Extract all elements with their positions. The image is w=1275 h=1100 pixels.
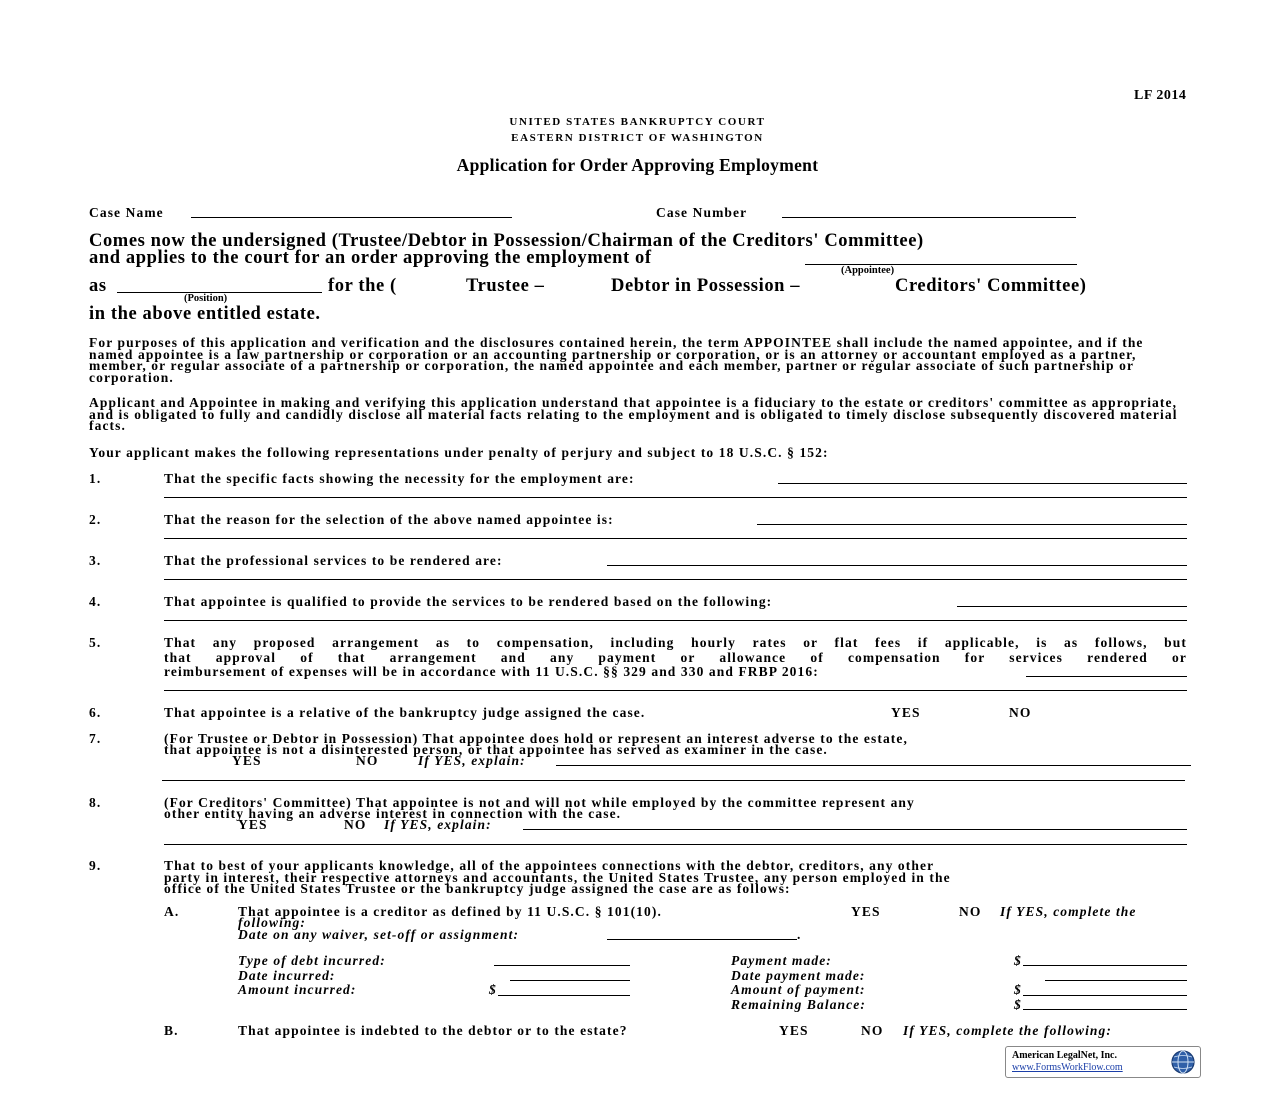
- item-8-number: 8.: [89, 795, 102, 810]
- page-title: Application for Order Approving Employment: [456, 155, 819, 175]
- american-legalnet-logo: [1005, 1046, 1201, 1078]
- item-4-text: That appointee is qualified to provide the services to be rendered based on the following:: [164, 594, 773, 609]
- case-number-label: Case Number: [656, 205, 748, 220]
- type-debt-field[interactable]: [494, 965, 630, 966]
- sub-a-period: .: [797, 927, 802, 942]
- case-number-field[interactable]: [782, 217, 1076, 218]
- sub-b-no[interactable]: NO: [861, 1023, 884, 1038]
- sub-b-text: That appointee is indebted to the debtor or to the estate?: [238, 1023, 628, 1038]
- item-4-field-2[interactable]: [164, 620, 1187, 621]
- item-6-number: 6.: [89, 705, 102, 720]
- item-1-number: 1.: [89, 471, 102, 486]
- item-5-field[interactable]: [1026, 676, 1187, 677]
- for-the-label: for the (: [328, 276, 397, 296]
- date-incurred-label: Date incurred:: [238, 968, 336, 983]
- footer-link[interactable]: www.FormsWorkFlow.com: [1012, 1062, 1123, 1073]
- item-1-field-2[interactable]: [164, 497, 1187, 498]
- item-7-no[interactable]: NO: [356, 753, 379, 768]
- intro-line-2: and applies to the court for an order approving the employment of: [89, 248, 652, 268]
- sub-a-text: That appointee is a creditor as defined by 11 U.S.C. § 101(10).: [238, 904, 662, 919]
- date-payment-field[interactable]: [1045, 980, 1187, 981]
- item-7-field[interactable]: [556, 765, 1191, 766]
- item-9-line-b: party in interest, their respective attorneys and accountants, the United States Trustee, any person employed in the: [164, 870, 951, 885]
- fiduciary-paragraph: Applicant and Appointee in making and verifying this application understand that appointee is a fiduciary to the estate or creditors' committee as appropriate, and is obligated to fully and candidly disclose all material facts relating to the employment and is obligated to timely disclose subsequently discovered material facts.: [89, 395, 1178, 433]
- sub-a-complete: If YES, complete the: [1000, 904, 1137, 919]
- intro-line-4: in the above entitled estate.: [89, 304, 321, 324]
- item-7-explain: If YES, explain:: [418, 753, 526, 768]
- case-name-field[interactable]: [191, 217, 512, 218]
- item-3-field-2[interactable]: [164, 579, 1187, 580]
- date-incurred-field[interactable]: [510, 980, 630, 981]
- remaining-balance-field[interactable]: [1023, 1009, 1187, 1010]
- amount-incurred-field[interactable]: [498, 995, 630, 996]
- item-8-no[interactable]: NO: [344, 817, 367, 832]
- representations-intro: Your applicant makes the following representations under penalty of perjury and subject to 18 U.S.C. § 152:: [89, 445, 829, 460]
- item-3-number: 3.: [89, 553, 102, 568]
- amount-payment-field[interactable]: [1023, 995, 1187, 996]
- item-6-no[interactable]: NO: [1009, 705, 1032, 720]
- intro-line-1: Comes now the undersigned (Trustee/Debtor in Possession/Chairman of the Creditors' Committee): [89, 231, 924, 251]
- sub-a-date-waiver-field[interactable]: [607, 939, 797, 940]
- item-4-field[interactable]: [957, 606, 1187, 607]
- form-id: LF 2014: [1134, 88, 1187, 103]
- item-8-line-b: other entity having an adverse interest in connection with the case.: [164, 806, 622, 821]
- amount-incurred-label: Amount incurred:: [238, 982, 357, 997]
- sub-a-date-waiver-label: Date on any waiver, set-off or assignment:: [238, 927, 520, 942]
- globe-icon: [1170, 1049, 1196, 1075]
- item-5-number: 5.: [89, 635, 102, 650]
- item-7-line-a: (For Trustee or Debtor in Possession) That appointee does hold or represent an interest adverse to the estate,: [164, 731, 908, 746]
- item-3-field[interactable]: [607, 565, 1187, 566]
- sub-b-yes[interactable]: YES: [779, 1023, 809, 1038]
- district-name: EASTERN DISTRICT OF WASHINGTON: [511, 132, 764, 144]
- definition-paragraph: For purposes of this application and verification and the disclosures contained herein, the term APPOINTEE shall include the named appointee, and if the named appointee is a law partnership or corporation or an accounting partnership or corporation, or is an attorney or accountant employed as a partner, member, or regular associate of a partnership or corporation, the named appointee and each member, partner or regular associate of such partnership or corporation.: [89, 335, 1144, 385]
- item-7-number: 7.: [89, 731, 102, 746]
- payment-made-label: Payment made:: [731, 953, 832, 968]
- as-label: as: [89, 276, 107, 296]
- payment-made-field[interactable]: [1023, 965, 1187, 966]
- item-6-yes[interactable]: YES: [891, 705, 921, 720]
- amount-payment-dollar: $: [1014, 982, 1022, 997]
- remaining-balance-dollar: $: [1014, 997, 1022, 1012]
- amount-payment-label: Amount of payment:: [731, 982, 866, 997]
- option-creditors-committee[interactable]: Creditors' Committee): [895, 276, 1087, 296]
- item-1-text: That the specific facts showing the necessity for the employment are:: [164, 471, 635, 486]
- item-6-text: That appointee is a relative of the bankruptcy judge assigned the case.: [164, 705, 646, 720]
- item-1-field[interactable]: [778, 483, 1187, 484]
- sub-a-no[interactable]: NO: [959, 904, 982, 919]
- item-8-field[interactable]: [523, 829, 1187, 830]
- item-3-text: That the professional services to be rendered are:: [164, 553, 503, 568]
- item-8-field-2[interactable]: [164, 844, 1187, 845]
- item-2-text: That the reason for the selection of the above named appointee is:: [164, 512, 614, 527]
- sub-b-complete: If YES, complete the following:: [903, 1023, 1112, 1038]
- remaining-balance-label: Remaining Balance:: [731, 997, 866, 1012]
- item-5-line-b: that approval of that arrangement and any payment or allowance of compensation for services rendered or: [164, 650, 1187, 665]
- item-9-number: 9.: [89, 858, 102, 873]
- item-5-line-a: That any proposed arrangement as to compensation, including hourly rates or flat fees if applicable, is as follows, but: [164, 635, 1187, 650]
- date-payment-label: Date payment made:: [731, 968, 866, 983]
- item-8-line-a: (For Creditors' Committee) That appointee is not and will not while employed by the committee represent any: [164, 795, 915, 810]
- item-8-yes[interactable]: YES: [238, 817, 268, 832]
- item-8-explain: If YES, explain:: [384, 817, 492, 832]
- case-name-label: Case Name: [89, 205, 164, 220]
- item-5-line-c: reimbursement of expenses will be in accordance with 11 U.S.C. §§ 329 and 330 and FRBP 2016:: [164, 664, 819, 679]
- option-trustee[interactable]: Trustee –: [466, 276, 545, 296]
- item-2-field-2[interactable]: [164, 538, 1187, 539]
- court-name: UNITED STATES BANKRUPTCY COURT: [509, 116, 766, 128]
- item-2-field[interactable]: [757, 524, 1187, 525]
- position-label: (Position): [184, 293, 228, 304]
- amount-incurred-dollar: $: [489, 982, 497, 997]
- item-7-yes[interactable]: YES: [232, 753, 262, 768]
- type-debt-label: Type of debt incurred:: [238, 953, 386, 968]
- item-2-number: 2.: [89, 512, 102, 527]
- item-9-line-a: That to best of your applicants knowledge, all of the appointees connections with the debtor, creditors, any other: [164, 858, 935, 873]
- item-7-field-2[interactable]: [162, 780, 1185, 781]
- payment-made-dollar: $: [1014, 953, 1022, 968]
- footer-company: American LegalNet, Inc.: [1012, 1050, 1117, 1061]
- item-7-line-b: that appointee is not a disinterested person, or that appointee has served as examiner in the case.: [164, 742, 828, 757]
- sub-a-letter: A.: [164, 904, 180, 919]
- sub-b-letter: B.: [164, 1023, 179, 1038]
- item-9-line-c: office of the United States Trustee or the bankruptcy judge assigned the case are as follows:: [164, 881, 791, 896]
- item-4-number: 4.: [89, 594, 102, 609]
- sub-a-following: following:: [238, 915, 307, 930]
- sub-a-yes[interactable]: YES: [851, 904, 881, 919]
- option-debtor-in-possession[interactable]: Debtor in Possession –: [611, 276, 801, 296]
- item-5-field-2[interactable]: [164, 690, 1187, 691]
- appointee-label: (Appointee): [841, 265, 895, 276]
